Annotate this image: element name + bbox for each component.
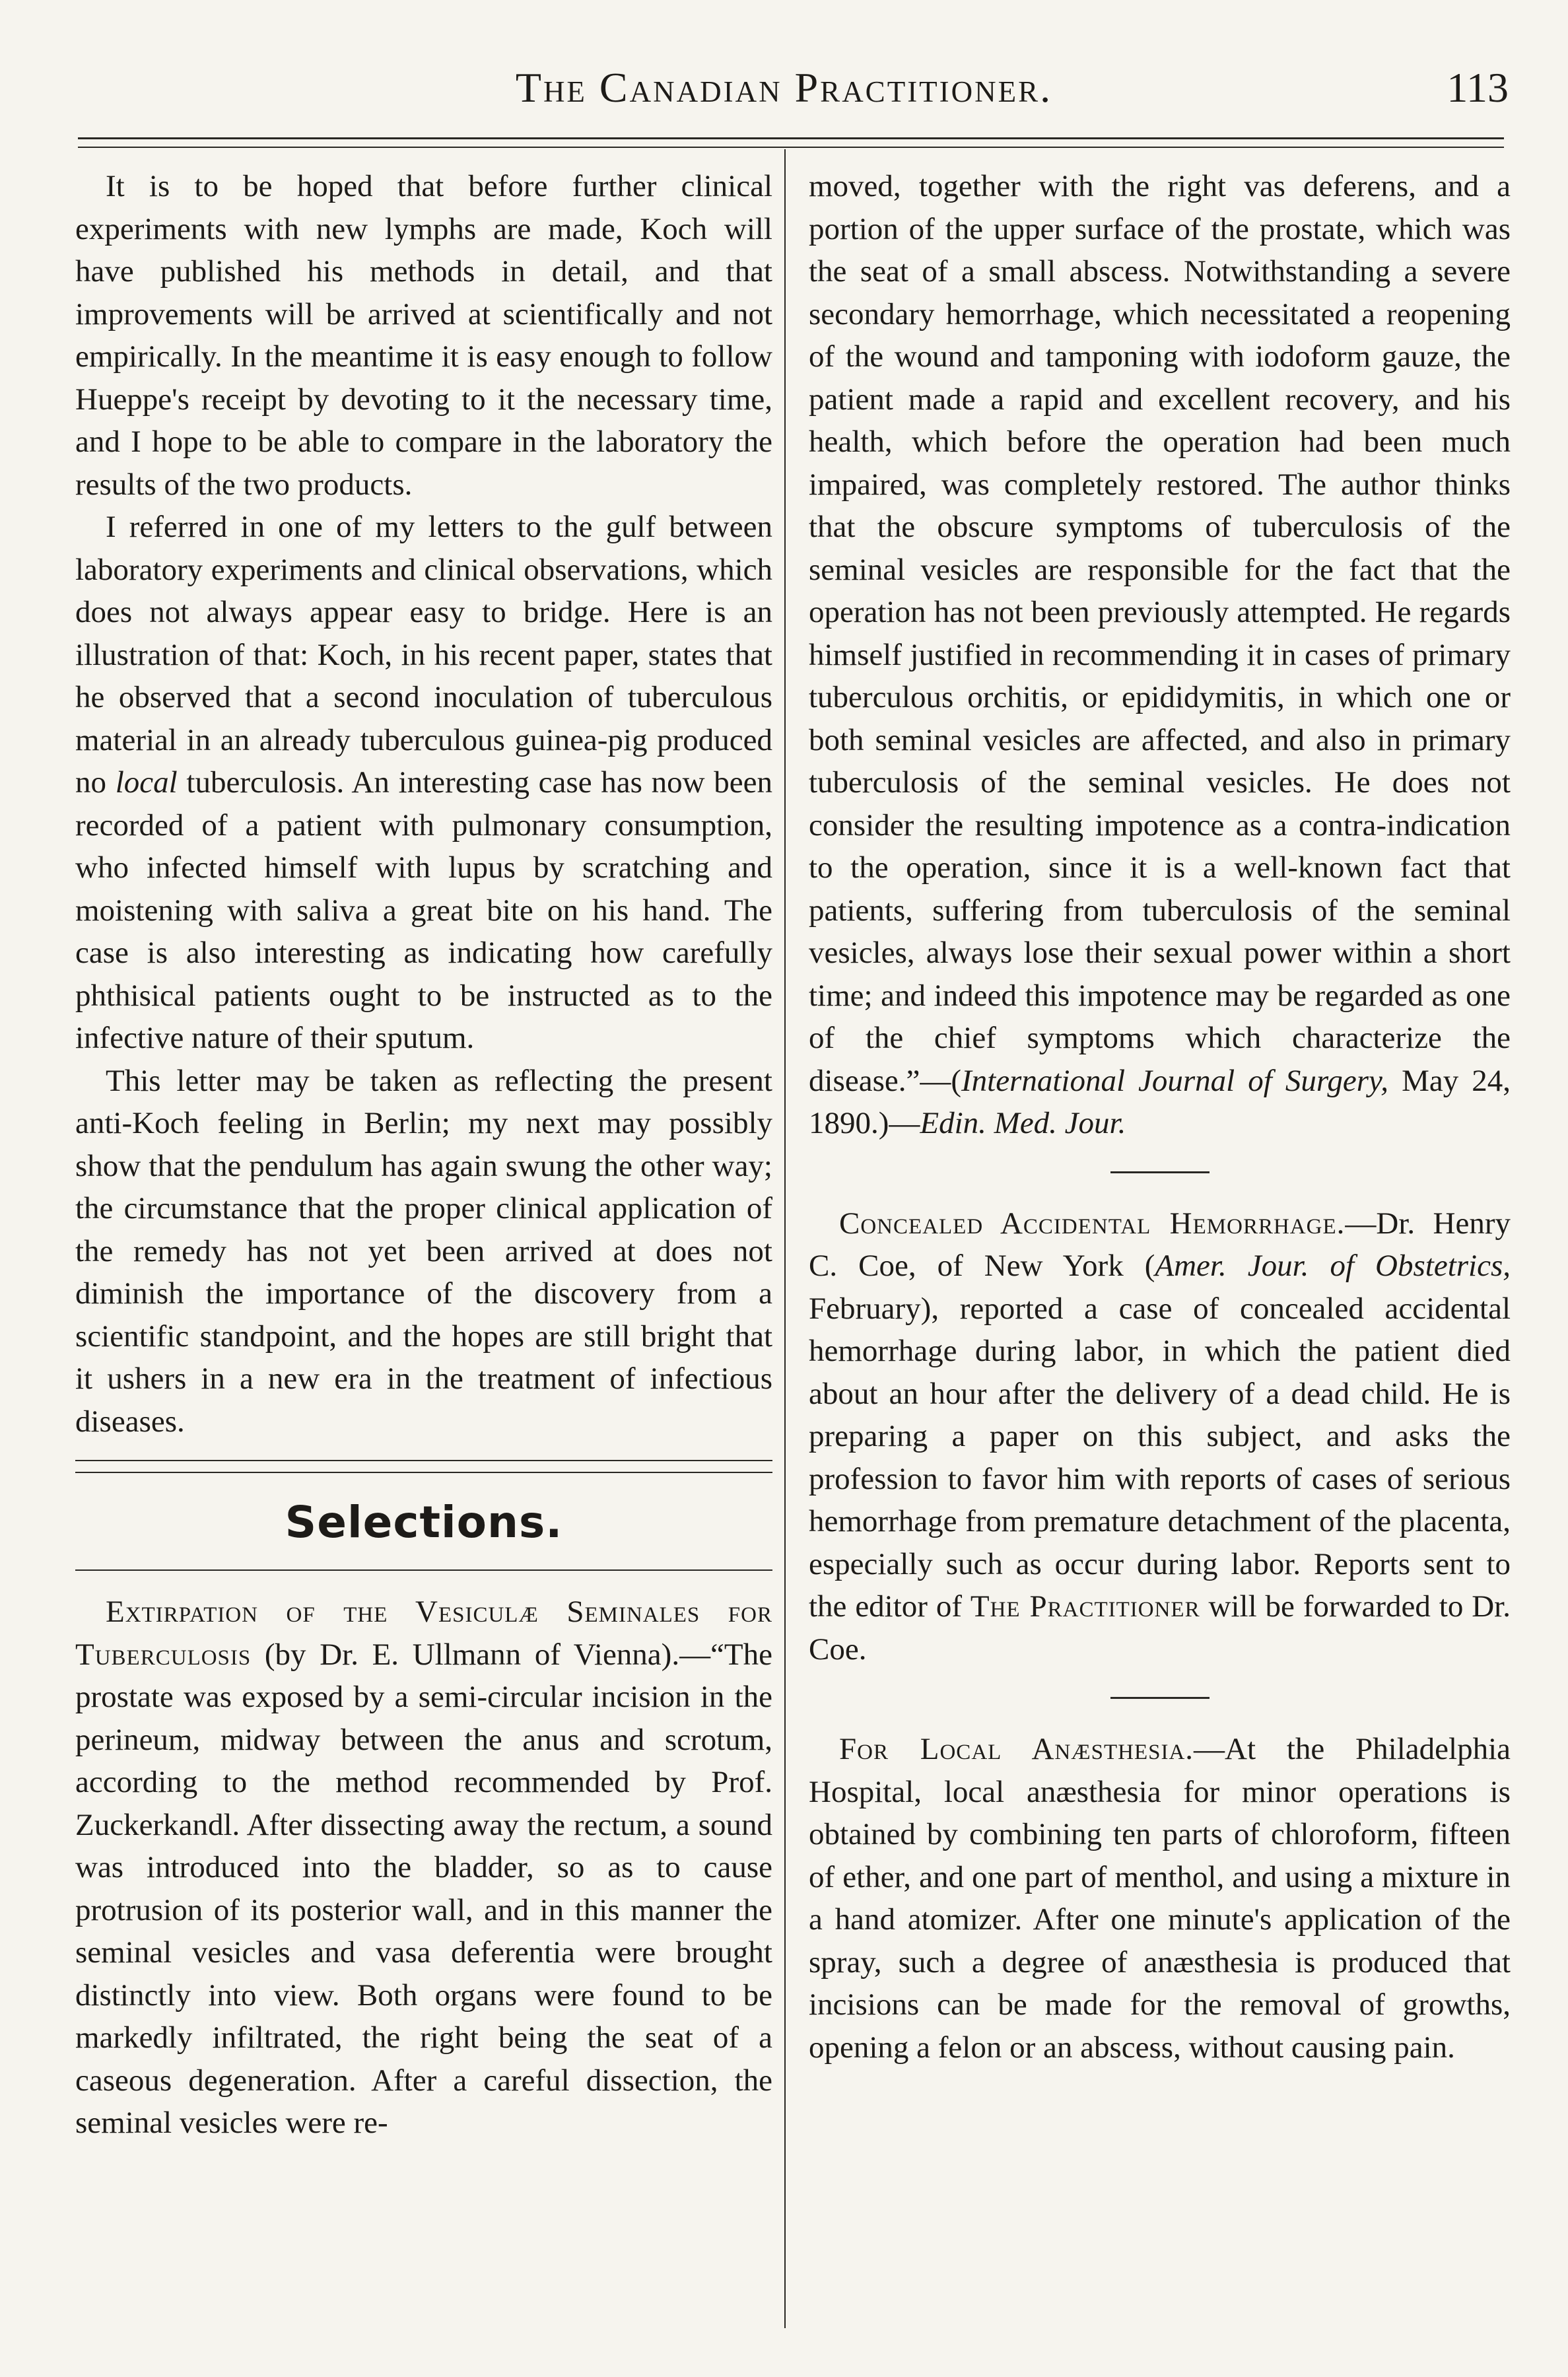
article-divider xyxy=(1110,1697,1210,1699)
paragraph: This letter may be taken as reflecting the present anti-Koch feeling in Berlin; my next may possibly show that the pendulum has again swung the other way; the circumstance that the proper clinical application of the remedy has not yet been arrived at does not diminish the importance of the discovery from a scientific standpoint, and the hopes are still bright that it ushers in a new era in the treatment of infectious diseases. xyxy=(75,1063,772,1439)
article-extirpation xyxy=(75,1591,772,2145)
section-rule-bottom xyxy=(75,1569,772,1571)
article-local-anaesthesia: For Local Anæsthesia.—At the Philadelphia Hospital, local anæsthesia for minor operations is obtained by combining ten parts of chloroform, fifteen of ether, and one part of menthol, and using a mixture in a hand atomizer. After one minute's application of the spray, such a degree of anæsthesia is produced that incisions can be made for the removal of growths, opening a felon or an abscess, without causing pain. xyxy=(809,1732,1511,2065)
emphasis: local xyxy=(115,765,178,800)
citation: Amer. Jour. of Obstetrics, xyxy=(1155,1249,1511,1283)
section-heading: Selections. xyxy=(285,1497,563,1548)
article-heading: For Local Anæsthesia. xyxy=(839,1732,1194,1766)
article-heading: Extirpation of the Vesiculæ Seminales for Tuberculosis xyxy=(75,1595,772,1672)
journal-title: The Canadian Practitioner. xyxy=(515,64,1053,111)
article-extirpation-continued: moved, together with the right vas deferens, and a portion of the upper surface of the prostate, which was the seat of a small abscess. Notwithstanding a severe secondary hemorrhage, which necessitated a reopening of the wound and tamponing with iodoform gauze, the patient made a rapid and excellent recovery, and his health, which before the operation had been much impaired, was completely restored. The author thinks that the obscure symptoms of tuberculosis of the seminal vesicles are responsible for the fact that the operation has not been previously attempted. He regards himself justified in recommending it in cases of primary tuberculous orchitis, or epididymitis, in which one or both seminal vesicles are affected, and also in primary tuberculosis of the seminal vesicles. He does not consider the resulting impotence as a contra-indication to the operation, since it is a well-known fact that patients, suffering from tuberculosis of the seminal vesicles, always lose their sexual power within a short time; and indeed this impotence may be regarded as one of the chief symptoms which characterize the disease.”—(International Journal of Surgery, May 24, 1890.)—Edin. Med. Jour. xyxy=(809,169,1511,1140)
article-heading: Concealed Accidental Hemorrhage. xyxy=(839,1206,1346,1241)
right-column xyxy=(809,165,1511,2069)
journal-name: The Practitioner xyxy=(970,1589,1200,1624)
page-header xyxy=(0,63,1568,123)
left-column xyxy=(75,165,772,2145)
section-rule xyxy=(75,1460,772,1473)
header-rule xyxy=(78,137,1504,139)
article-concealed-hemorrhage: Concealed Accidental Hemorrhage.—Dr. Henry C. Coe, of New York (Amer. Jour. of Obstetrics, February), reported a case of concealed accidental hemorrhage during labor, in which the patient died about an hour after the delivery of a dead child. He is preparing a paper on this subject, and asks the profession to favor him with reports of cases of serious hemorrhage from premature detachment of the placenta, especially such as occur during labor. Reports sent to the editor of The Practitioner will be forwarded to Dr. Coe. xyxy=(809,1206,1511,1667)
paragraph: It is to be hoped that before further clinical experiments with new lymphs are made, Koch will have published his methods in detail, and that improvements will be arrived at scientifically and not empirically. In the meantime it is easy enough to follow Hueppe's receipt by devoting to it the necessary time, and I hope to be able to compare in the laboratory the results of the two products. xyxy=(75,169,772,502)
citation-source: Edin. Med. Jour. xyxy=(920,1106,1126,1140)
page-number: 113 xyxy=(1447,64,1509,111)
header-rule-thin xyxy=(78,147,1504,148)
citation: International Journal of Surgery, xyxy=(961,1063,1389,1098)
column-divider xyxy=(784,149,786,2328)
paragraph: I referred in one of my letters to the gulf between laboratory experiments and clinical observations, which does not always appear easy to bridge. Here is an illustration of that: Koch, in his recent paper, states that he observed that a second inoculation of tuberculous material in an already tuberculous guinea-pig produced no local tuberculosis. An interesting case has now been recorded of a patient with pulmonary consumption, who infected himself with lupus by scratching and moistening with saliva a great bite on his hand. The case is also interesting as indicating how carefully phthisical patients ought to be instructed as to the infective nature of their sputum. xyxy=(75,510,773,1055)
article-divider xyxy=(1110,1171,1210,1173)
article-text: (by Dr. E. Ullmann of Vienna).—“The prostate was exposed by a semi-circular incision in the perineum, midway between the anus and scrotum, according to the method recommended by Prof. Zuckerkandl. After dissecting away the rectum, a sound was introduced into the bladder, so as to cause protrusion of its posterior wall, and in this manner the seminal vesicles and vasa deferentia were brought distinctly into view. Both organs were found to be markedly infiltrated, the right being the seat of a caseous degeneration. After a careful dissection, the seminal vesicles were re- xyxy=(75,1637,772,2140)
